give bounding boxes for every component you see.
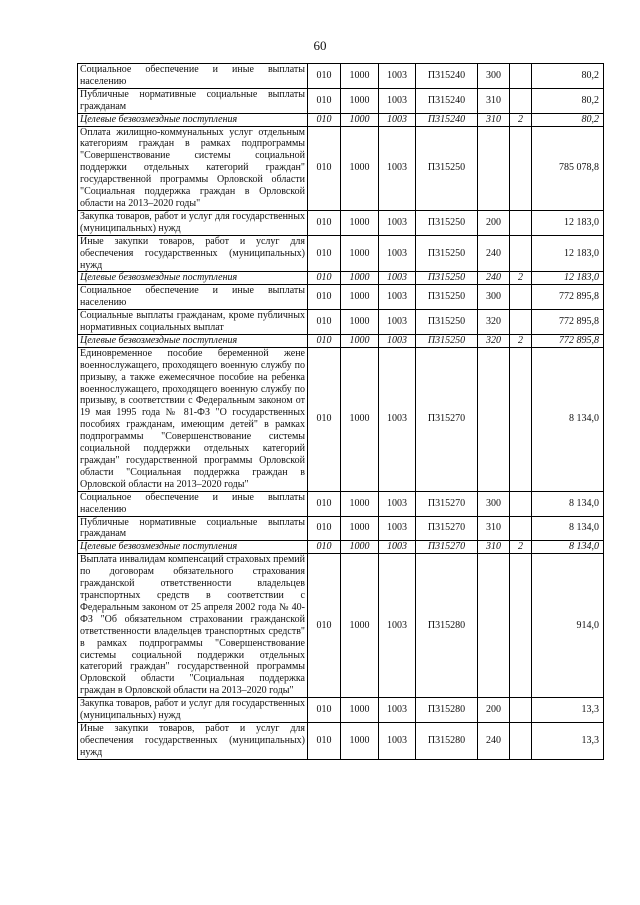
- cell-name: Социальное обеспечение и иные выплаты населению: [78, 64, 308, 89]
- cell-expense-type: 200: [478, 210, 510, 235]
- cell-expense-type: 320: [478, 334, 510, 347]
- cell-target-article: П315250: [416, 210, 478, 235]
- cell-name: Закупка товаров, работ и услуг для государственных (муниципальных) нужд: [78, 698, 308, 723]
- cell-subsection: 1003: [379, 334, 416, 347]
- cell-name: Закупка товаров, работ и услуг для государственных (муниципальных) нужд: [78, 210, 308, 235]
- cell-name: Социальные выплаты гражданам, кроме публичных нормативных социальных выплат: [78, 310, 308, 335]
- cell-name: Единовременное пособие беременной жене военнослужащего, проходящего военную службу по призыву, а также ежемесячное пособие на ребенка военнослужащего, проходящего военную службу по призыву, в соответствии с Федеральным законом от 19 мая 1995 года № 81-ФЗ "О государственных пособиях гражданам, имеющим детей" в рамках подпрограммы "Совершенствование системы социальной поддержки отдельных категорий граждан" государственной программы Орловской области "Социальная поддержка граждан в Орловской области на 2013–2020 годы": [78, 347, 308, 491]
- cell-amount: 772 895,8: [532, 285, 604, 310]
- cell-target-article: П315240: [416, 64, 478, 89]
- cell-funding-source: [510, 88, 532, 113]
- table-row: [78, 272, 604, 285]
- cell-section: 1000: [341, 516, 379, 541]
- cell-ministry-code: 010: [308, 126, 341, 210]
- cell-expense-type: [478, 126, 510, 210]
- cell-section: 1000: [341, 126, 379, 210]
- cell-section: 1000: [341, 334, 379, 347]
- cell-amount: 12 183,0: [532, 272, 604, 285]
- cell-funding-source: 2: [510, 541, 532, 554]
- cell-amount: 772 895,8: [532, 334, 604, 347]
- cell-target-article: П315250: [416, 310, 478, 335]
- cell-subsection: 1003: [379, 541, 416, 554]
- cell-section: 1000: [341, 113, 379, 126]
- cell-expense-type: 300: [478, 491, 510, 516]
- cell-target-article: П315250: [416, 126, 478, 210]
- cell-subsection: 1003: [379, 554, 416, 698]
- cell-funding-source: [510, 64, 532, 89]
- cell-target-article: П315280: [416, 554, 478, 698]
- cell-subsection: 1003: [379, 235, 416, 272]
- cell-expense-type: [478, 554, 510, 698]
- table-row: [78, 88, 604, 113]
- cell-section: 1000: [341, 554, 379, 698]
- cell-name: Целевые безвозмездные поступления: [78, 113, 308, 126]
- cell-subsection: 1003: [379, 698, 416, 723]
- cell-funding-source: [510, 698, 532, 723]
- cell-ministry-code: 010: [308, 722, 341, 759]
- cell-ministry-code: 010: [308, 698, 341, 723]
- cell-ministry-code: 010: [308, 285, 341, 310]
- cell-target-article: П315250: [416, 235, 478, 272]
- cell-funding-source: [510, 210, 532, 235]
- cell-funding-source: 2: [510, 272, 532, 285]
- table-row: [78, 347, 604, 491]
- cell-ministry-code: 010: [308, 272, 341, 285]
- cell-target-article: П315240: [416, 113, 478, 126]
- cell-amount: 80,2: [532, 88, 604, 113]
- cell-name: Социальное обеспечение и иные выплаты населению: [78, 285, 308, 310]
- cell-subsection: 1003: [379, 491, 416, 516]
- cell-ministry-code: 010: [308, 347, 341, 491]
- cell-ministry-code: 010: [308, 88, 341, 113]
- cell-subsection: 1003: [379, 516, 416, 541]
- cell-amount: 8 134,0: [532, 491, 604, 516]
- cell-ministry-code: 010: [308, 113, 341, 126]
- cell-funding-source: [510, 554, 532, 698]
- table-row: [78, 698, 604, 723]
- cell-section: 1000: [341, 310, 379, 335]
- cell-ministry-code: 010: [308, 516, 341, 541]
- cell-subsection: 1003: [379, 722, 416, 759]
- cell-name: Оплата жилищно-коммунальных услуг отдельным категориям граждан в рамках подпрограммы "Совершенствование системы социальной поддержки отдельных категорий граждан" государственной программы Орловской области "Социальная поддержка граждан в Орловской области на 2013–2020 годы": [78, 126, 308, 210]
- cell-target-article: П315250: [416, 285, 478, 310]
- table-row: [78, 64, 604, 89]
- cell-subsection: 1003: [379, 113, 416, 126]
- cell-subsection: 1003: [379, 88, 416, 113]
- cell-expense-type: 240: [478, 235, 510, 272]
- cell-target-article: П315280: [416, 722, 478, 759]
- cell-funding-source: [510, 516, 532, 541]
- cell-funding-source: 2: [510, 334, 532, 347]
- cell-target-article: П315280: [416, 698, 478, 723]
- cell-expense-type: 240: [478, 272, 510, 285]
- table-row: [78, 491, 604, 516]
- cell-expense-type: 200: [478, 698, 510, 723]
- table-row: [78, 541, 604, 554]
- table-row: [78, 334, 604, 347]
- cell-subsection: 1003: [379, 310, 416, 335]
- cell-target-article: П315270: [416, 347, 478, 491]
- table-row: [78, 210, 604, 235]
- cell-name: Целевые безвозмездные поступления: [78, 334, 308, 347]
- cell-amount: 8 134,0: [532, 541, 604, 554]
- page-number: 60: [313, 38, 327, 53]
- budget-table: [77, 63, 604, 760]
- cell-expense-type: 300: [478, 285, 510, 310]
- cell-section: 1000: [341, 698, 379, 723]
- cell-amount: 785 078,8: [532, 126, 604, 210]
- cell-ministry-code: 010: [308, 64, 341, 89]
- table-row: [78, 113, 604, 126]
- cell-ministry-code: 010: [308, 310, 341, 335]
- cell-amount: 772 895,8: [532, 310, 604, 335]
- cell-ministry-code: 010: [308, 334, 341, 347]
- cell-amount: 13,3: [532, 698, 604, 723]
- cell-expense-type: 310: [478, 516, 510, 541]
- cell-funding-source: [510, 491, 532, 516]
- cell-section: 1000: [341, 210, 379, 235]
- cell-expense-type: 310: [478, 113, 510, 126]
- cell-target-article: П315250: [416, 272, 478, 285]
- table-row: [78, 285, 604, 310]
- cell-funding-source: [510, 285, 532, 310]
- cell-section: 1000: [341, 272, 379, 285]
- cell-subsection: 1003: [379, 347, 416, 491]
- cell-section: 1000: [341, 64, 379, 89]
- cell-funding-source: [510, 722, 532, 759]
- table-row: [78, 310, 604, 335]
- table-row: [78, 235, 604, 272]
- cell-amount: 12 183,0: [532, 210, 604, 235]
- cell-expense-type: 300: [478, 64, 510, 89]
- cell-amount: 80,2: [532, 64, 604, 89]
- cell-expense-type: 320: [478, 310, 510, 335]
- cell-subsection: 1003: [379, 64, 416, 89]
- cell-funding-source: [510, 235, 532, 272]
- cell-amount: 914,0: [532, 554, 604, 698]
- cell-name: Публичные нормативные социальные выплаты гражданам: [78, 516, 308, 541]
- cell-subsection: 1003: [379, 126, 416, 210]
- cell-section: 1000: [341, 347, 379, 491]
- cell-expense-type: 310: [478, 541, 510, 554]
- cell-name: Иные закупки товаров, работ и услуг для обеспечения государственных (муниципальных) нужд: [78, 235, 308, 272]
- cell-name: Социальное обеспечение и иные выплаты населению: [78, 491, 308, 516]
- cell-funding-source: [510, 126, 532, 210]
- cell-amount: 13,3: [532, 722, 604, 759]
- cell-section: 1000: [341, 285, 379, 310]
- table-row: [78, 722, 604, 759]
- table-row: [78, 126, 604, 210]
- cell-target-article: П315270: [416, 491, 478, 516]
- cell-ministry-code: 010: [308, 210, 341, 235]
- cell-name: Иные закупки товаров, работ и услуг для обеспечения государственных (муниципальных) нужд: [78, 722, 308, 759]
- cell-section: 1000: [341, 541, 379, 554]
- cell-expense-type: 240: [478, 722, 510, 759]
- cell-section: 1000: [341, 722, 379, 759]
- cell-name: Публичные нормативные социальные выплаты гражданам: [78, 88, 308, 113]
- cell-ministry-code: 010: [308, 554, 341, 698]
- cell-subsection: 1003: [379, 272, 416, 285]
- cell-amount: 8 134,0: [532, 516, 604, 541]
- cell-section: 1000: [341, 491, 379, 516]
- cell-name: Выплата инвалидам компенсаций страховых премий по договорам обязательного страхования гражданской ответственности владельцев транспортных средств в соответствии с Федеральным законом от 25 апреля 2002 года № 40-ФЗ "Об обязательном страховании гражданской ответственности владельцев транспортных средств" в рамках подпрограммы "Совершенствование системы социальной поддержки отдельных категорий граждан" государственной программы Орловской области "Социальная поддержка граждан в Орловской области на 2013–2020 годы": [78, 554, 308, 698]
- cell-target-article: П315250: [416, 334, 478, 347]
- cell-ministry-code: 010: [308, 491, 341, 516]
- cell-target-article: П315270: [416, 541, 478, 554]
- cell-subsection: 1003: [379, 210, 416, 235]
- cell-expense-type: 310: [478, 88, 510, 113]
- cell-section: 1000: [341, 235, 379, 272]
- cell-ministry-code: 010: [308, 235, 341, 272]
- cell-amount: 80,2: [532, 113, 604, 126]
- cell-amount: 8 134,0: [532, 347, 604, 491]
- cell-amount: 12 183,0: [532, 235, 604, 272]
- cell-section: 1000: [341, 88, 379, 113]
- cell-funding-source: 2: [510, 113, 532, 126]
- table-row: [78, 516, 604, 541]
- cell-target-article: П315270: [416, 516, 478, 541]
- table-row: [78, 554, 604, 698]
- cell-funding-source: [510, 347, 532, 491]
- cell-name: Целевые безвозмездные поступления: [78, 272, 308, 285]
- cell-ministry-code: 010: [308, 541, 341, 554]
- cell-name: Целевые безвозмездные поступления: [78, 541, 308, 554]
- cell-subsection: 1003: [379, 285, 416, 310]
- cell-funding-source: [510, 310, 532, 335]
- cell-target-article: П315240: [416, 88, 478, 113]
- cell-expense-type: [478, 347, 510, 491]
